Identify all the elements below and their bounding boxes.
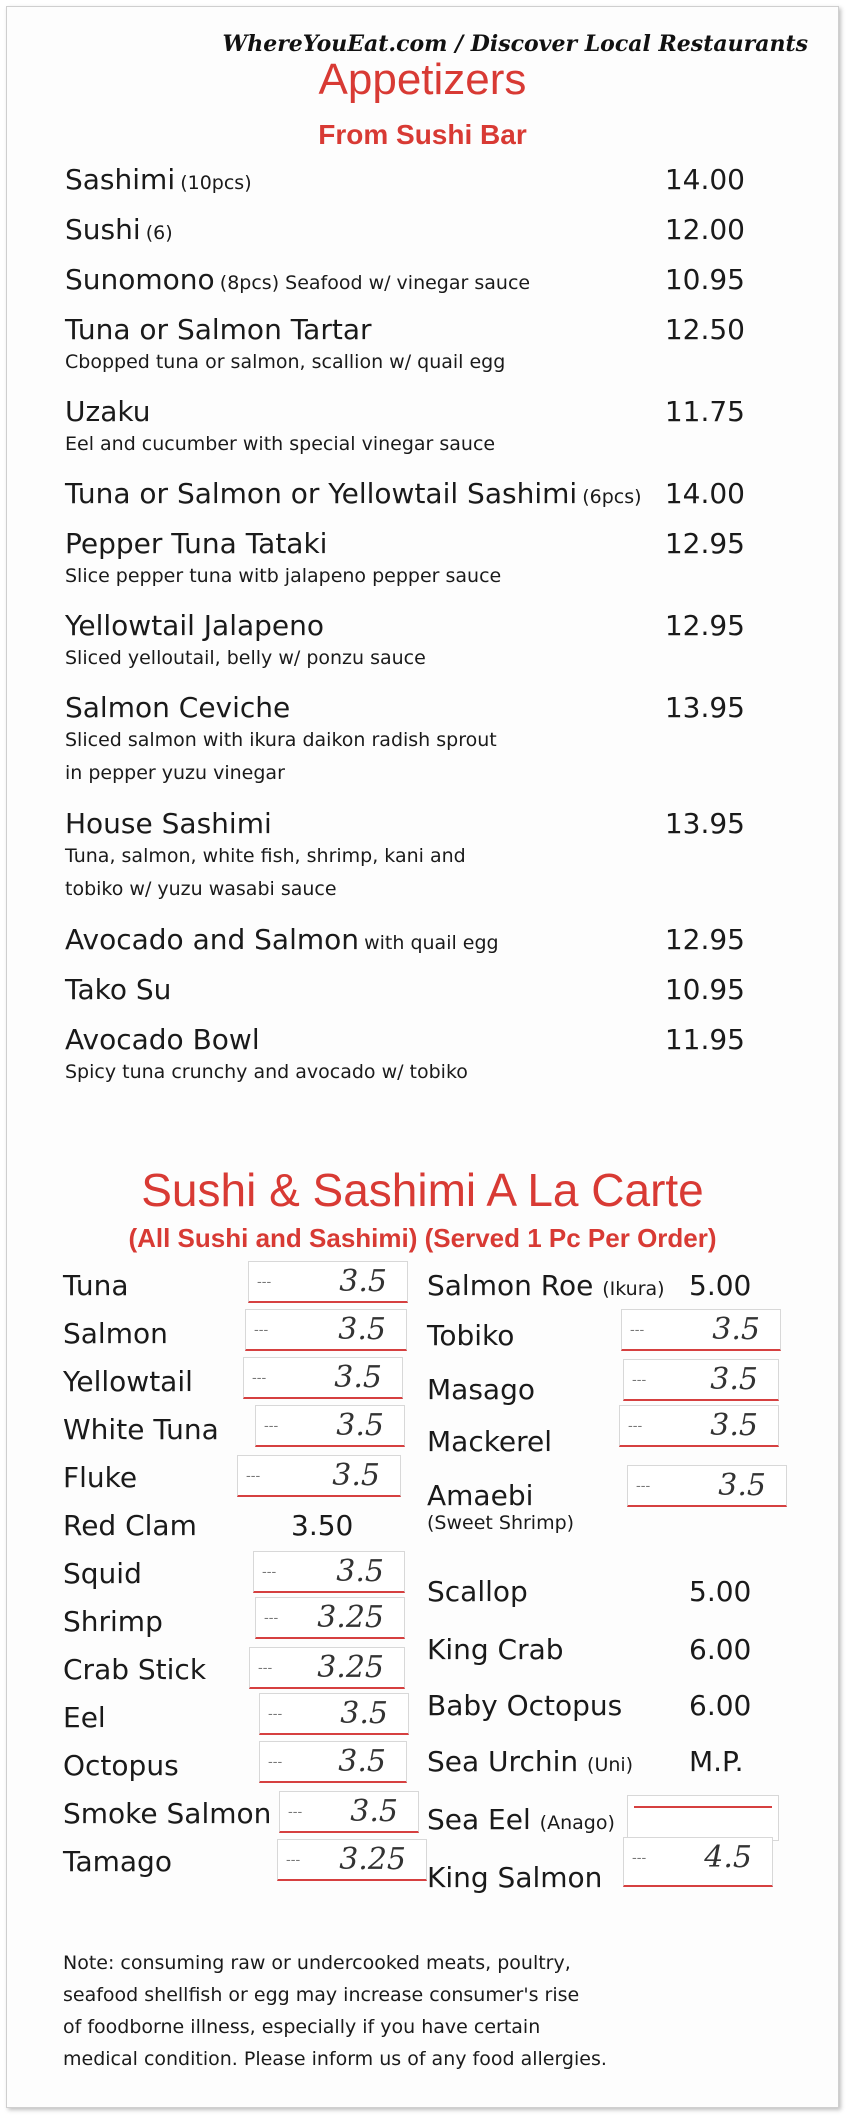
item-price: 12.50	[664, 313, 745, 346]
item-description: Cbopped tuna or salmon, scallion w/ quail egg	[65, 351, 506, 373]
handwritten-price: --- 3.5	[621, 1309, 781, 1351]
item-price: M.P.	[689, 1745, 744, 1778]
item-name: Tuna or Salmon Tartar	[65, 313, 372, 346]
item-note: (6pcs)	[582, 486, 642, 508]
item-description: tobiko w/ yuzu wasabi sauce	[65, 878, 337, 900]
item-price: 13.95	[664, 807, 745, 840]
item-name: Yellowtail Jalapeno	[65, 609, 325, 642]
item-note: (6)	[145, 222, 173, 244]
alacarte-item-name: Yellowtail	[63, 1365, 193, 1398]
menu-item	[65, 213, 745, 246]
menu-item	[65, 527, 745, 593]
item-name: Uzaku	[65, 395, 151, 428]
item-name: Salmon Ceviche	[65, 691, 291, 724]
item-price: 13.95	[664, 691, 745, 724]
alacarte-item-name: Salmon Roe	[427, 1269, 594, 1302]
alacarte-item	[427, 1745, 633, 1778]
alacarte-title: Sushi & Sashimi A La Carte	[141, 1164, 704, 1216]
alacarte-item	[427, 1803, 615, 1836]
menu-item	[65, 395, 745, 461]
alacarte-item-name: Tuna	[63, 1269, 129, 1302]
item-price: 6.00	[689, 1633, 752, 1666]
menu-item	[65, 923, 745, 956]
menu-item	[65, 263, 745, 296]
item-note: (8pcs) Seafood w/ vinegar sauce	[219, 272, 531, 294]
item-description: Sliced yelloutail, belly w/ ponzu sauce	[65, 647, 426, 669]
price-sticker	[627, 1795, 779, 1841]
note-line: of foodborne illness, especially if you have certain	[63, 2016, 541, 2038]
item-price: 6.00	[689, 1689, 752, 1722]
alacarte-item-name: Tamago	[63, 1845, 172, 1878]
handwritten-price: --- 3.25	[249, 1647, 405, 1689]
item-description: Sliced salmon with ikura daikon radish sprout	[65, 729, 497, 751]
handwritten-price: --- 3.25	[277, 1839, 427, 1881]
alacarte-item-name: Masago	[427, 1373, 535, 1406]
handwritten-price: --- 3.5	[253, 1551, 405, 1593]
allergy-note	[63, 1947, 703, 2075]
menu-item	[65, 313, 745, 379]
alacarte-item-name: Squid	[63, 1557, 142, 1590]
handwritten-price: --- 3.5	[259, 1741, 407, 1783]
item-name: Pepper Tuna Tataki	[65, 527, 328, 560]
item-price: 5.00	[689, 1269, 752, 1302]
item-price: 12.95	[664, 609, 745, 642]
item-price: 3.50	[291, 1509, 354, 1542]
handwritten-price: --- 4.5	[623, 1837, 773, 1887]
alacarte-item-sub: (Anago)	[539, 1812, 615, 1834]
menu-item	[65, 807, 745, 906]
handwritten-price: --- 3.5	[619, 1405, 779, 1447]
alacarte-item-name: Fluke	[63, 1461, 138, 1494]
alacarte-item-name: Smoke Salmon	[63, 1797, 272, 1830]
menu-item	[65, 973, 745, 1006]
note-line: medical condition. Please inform us of any food allergies.	[63, 2048, 607, 2070]
alacarte-item-name: Sea Eel	[427, 1803, 531, 1836]
item-description: Eel and cucumber with special vinegar sauce	[65, 433, 496, 455]
item-name: Sushi	[65, 213, 141, 246]
alacarte-item-name: Shrimp	[63, 1605, 163, 1638]
note-line: seafood shellfish or egg may increase consumer's rise	[63, 1984, 580, 2006]
item-description: in pepper yuzu vinegar	[65, 762, 285, 784]
item-price: 12.95	[664, 923, 745, 956]
appetizers-title: Appetizers	[318, 55, 527, 104]
item-price: 14.00	[664, 477, 745, 510]
item-description: Slice pepper tuna witb jalapeno pepper sauce	[65, 565, 502, 587]
menu-item	[65, 477, 745, 510]
handwritten-price: --- 3.5	[259, 1693, 409, 1735]
alacarte-item-name: Octopus	[63, 1749, 179, 1782]
alacarte-item-name: White Tuna	[63, 1413, 219, 1446]
alacarte-item-name: Baby Octopus	[427, 1689, 623, 1722]
menu-page	[6, 6, 839, 2108]
item-price: 11.95	[664, 1023, 745, 1056]
handwritten-price: --- 3.25	[255, 1597, 405, 1639]
alacarte-item-name: Scallop	[427, 1575, 528, 1608]
handwritten-price: --- 3.5	[243, 1357, 403, 1399]
item-price: 12.95	[664, 527, 745, 560]
menu-item	[65, 1023, 745, 1089]
alacarte-item-name: Salmon	[63, 1317, 168, 1350]
item-price: 14.00	[664, 163, 745, 196]
alacarte-item-name: Red Clam	[63, 1509, 197, 1542]
alacarte-item-sub: (Sweet Shrimp)	[427, 1512, 575, 1534]
note-line: Note: consuming raw or undercooked meats, poultry,	[63, 1952, 571, 1974]
handwritten-price: --- 3.5	[237, 1455, 401, 1497]
item-price: 10.95	[664, 973, 745, 1006]
alacarte-subtitle: (All Sushi and Sashimi) (Served 1 Pc Per Order)	[128, 1223, 717, 1253]
item-note: (10pcs)	[180, 172, 252, 194]
alacarte-item-name: Mackerel	[427, 1425, 553, 1458]
handwritten-price: --- 3.5	[255, 1405, 405, 1447]
watermark: WhereYouEat.com / Discover Local Restaurants	[222, 31, 808, 57]
item-price: 12.00	[664, 213, 745, 246]
menu-item	[65, 163, 745, 196]
alacarte-item-sub: (Ikura)	[602, 1278, 665, 1300]
alacarte-item	[427, 1269, 665, 1302]
item-description: Tuna, salmon, white fish, shrimp, kani and	[65, 845, 466, 867]
handwritten-price: --- 3.5	[627, 1465, 787, 1507]
item-note: with quail egg	[364, 932, 499, 954]
strike-line	[634, 1806, 772, 1808]
appetizers-subtitle: From Sushi Bar	[318, 119, 527, 150]
item-name: Tuna or Salmon or Yellowtail Sashimi	[65, 477, 578, 510]
item-name: Avocado Bowl	[65, 1023, 260, 1056]
alacarte-item-name: King Salmon	[427, 1861, 603, 1894]
menu-item	[65, 691, 745, 790]
handwritten-price: --- 3.5	[245, 1309, 407, 1351]
item-name: Tako Su	[65, 973, 172, 1006]
item-price: 5.00	[689, 1575, 752, 1608]
item-name: House Sashimi	[65, 807, 272, 840]
alacarte-item-name: Eel	[63, 1701, 106, 1734]
handwritten-price: --- 3.5	[248, 1261, 408, 1303]
alacarte-item-name: Amaebi	[427, 1479, 534, 1512]
handwritten-price: --- 3.5	[623, 1359, 779, 1401]
alacarte-item-name: Crab Stick	[63, 1653, 207, 1686]
alacarte-item-name: King Crab	[427, 1633, 564, 1666]
item-price: 11.75	[664, 395, 745, 428]
item-name: Avocado and Salmon	[65, 923, 360, 956]
item-name: Sunomono	[65, 263, 215, 296]
alacarte-item-name: Tobiko	[427, 1319, 515, 1352]
handwritten-price: --- 3.5	[279, 1791, 419, 1833]
menu-item	[65, 609, 745, 675]
item-price: 10.95	[664, 263, 745, 296]
alacarte-item-sub: (Uni)	[587, 1754, 634, 1776]
item-description: Spicy tuna crunchy and avocado w/ tobiko	[65, 1061, 468, 1083]
alacarte-item-name: Sea Urchin	[427, 1745, 579, 1778]
item-name: Sashimi	[65, 163, 176, 196]
alacarte-item	[427, 1479, 574, 1534]
